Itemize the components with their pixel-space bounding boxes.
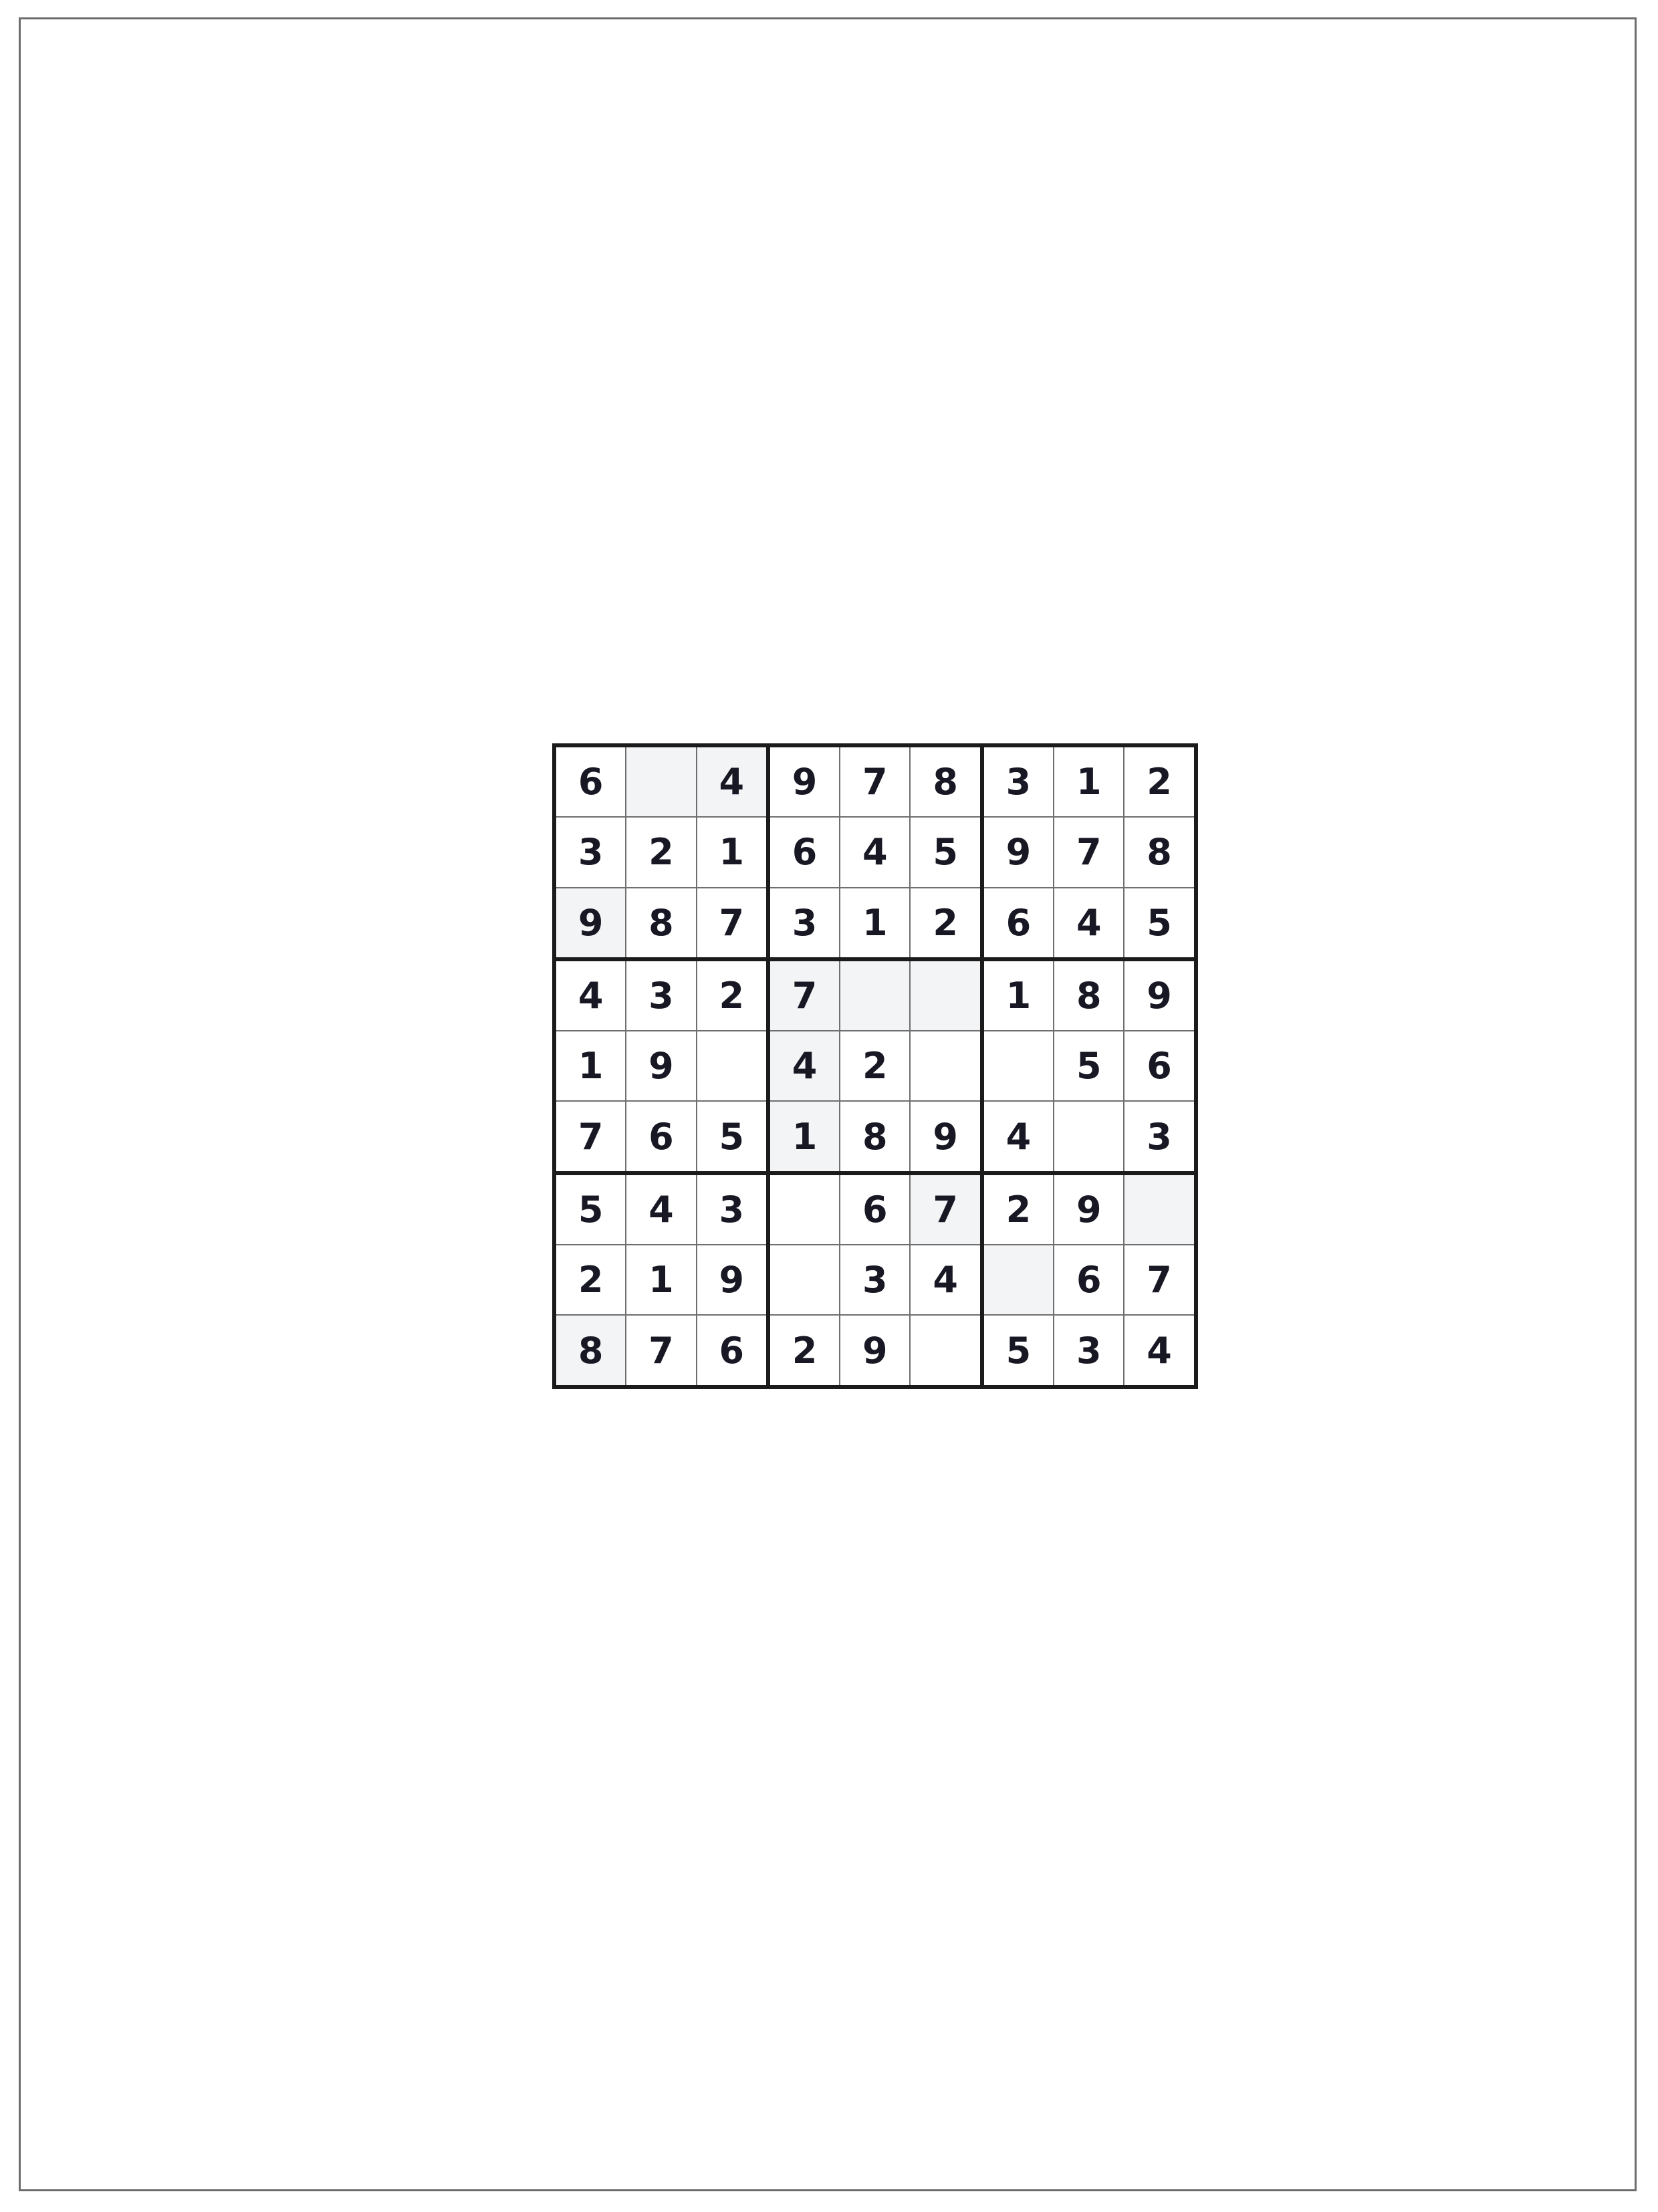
sudoku-cell-r7c2[interactable]: 9	[697, 1245, 768, 1315]
sudoku-cell-r5c0[interactable]: 7	[554, 1101, 626, 1173]
sudoku-cell-r5c7[interactable]	[1054, 1101, 1124, 1173]
sudoku-cell-r8c0[interactable]: 8	[554, 1315, 626, 1386]
sudoku-cell-r0c7[interactable]: 1	[1054, 745, 1124, 817]
sudoku-cell-r0c3[interactable]: 9	[768, 745, 840, 817]
sudoku-cell-r1c1[interactable]: 2	[626, 817, 696, 887]
sudoku-cell-r4c8[interactable]: 6	[1124, 1031, 1195, 1101]
sudoku-row	[554, 1245, 1196, 1315]
sudoku-cell-r8c2[interactable]: 6	[697, 1315, 768, 1386]
sudoku-cell-r5c6[interactable]: 4	[982, 1101, 1054, 1173]
sudoku-cell-r5c4[interactable]: 8	[840, 1101, 910, 1173]
sudoku-cell-r3c3[interactable]: 7	[768, 959, 840, 1031]
sudoku-cell-r0c6[interactable]: 3	[982, 745, 1054, 817]
sudoku-cell-r1c0[interactable]: 3	[554, 817, 626, 887]
sudoku-cell-r0c2[interactable]: 4	[697, 745, 768, 817]
sudoku-cell-r6c5[interactable]: 7	[910, 1173, 981, 1245]
sudoku-row	[554, 817, 1196, 887]
sudoku-cell-r4c0[interactable]: 1	[554, 1031, 626, 1101]
sudoku-cell-r1c8[interactable]: 8	[1124, 817, 1195, 887]
sudoku-cell-r8c1[interactable]: 7	[626, 1315, 696, 1386]
sudoku-cell-r7c7[interactable]: 6	[1054, 1245, 1124, 1315]
sudoku-cell-r5c5[interactable]: 9	[910, 1101, 981, 1173]
sudoku-row	[554, 1031, 1196, 1101]
sudoku-cell-r4c1[interactable]: 9	[626, 1031, 696, 1101]
sudoku-cell-r8c8[interactable]: 4	[1124, 1315, 1195, 1386]
sudoku-grid[interactable]	[552, 743, 1198, 1389]
sudoku-cell-r1c4[interactable]: 4	[840, 817, 910, 887]
sudoku-cell-r2c2[interactable]: 7	[697, 888, 768, 959]
sudoku-cell-r6c2[interactable]: 3	[697, 1173, 768, 1245]
sudoku-cell-r1c7[interactable]: 7	[1054, 817, 1124, 887]
sudoku-cell-r2c1[interactable]: 8	[626, 888, 696, 959]
sudoku-cell-r0c4[interactable]: 7	[840, 745, 910, 817]
sudoku-cell-r8c5[interactable]	[910, 1315, 981, 1386]
sudoku-row	[554, 888, 1196, 959]
sudoku-cell-r3c1[interactable]: 3	[626, 959, 696, 1031]
sudoku-cell-r1c2[interactable]: 1	[697, 817, 768, 887]
sudoku-cell-r4c7[interactable]: 5	[1054, 1031, 1124, 1101]
sudoku-cell-r6c8[interactable]	[1124, 1173, 1195, 1245]
sudoku-cell-r7c0[interactable]: 2	[554, 1245, 626, 1315]
sudoku-cell-r5c2[interactable]: 5	[697, 1101, 768, 1173]
sudoku-cell-r6c6[interactable]: 2	[982, 1173, 1054, 1245]
sudoku-cell-r3c0[interactable]: 4	[554, 959, 626, 1031]
sudoku-cell-r7c5[interactable]: 4	[910, 1245, 981, 1315]
sudoku-cell-r8c4[interactable]: 9	[840, 1315, 910, 1386]
sudoku-cell-r8c7[interactable]: 3	[1054, 1315, 1124, 1386]
sudoku-cell-r0c5[interactable]: 8	[910, 745, 981, 817]
sudoku-row	[554, 959, 1196, 1031]
sudoku-cell-r7c1[interactable]: 1	[626, 1245, 696, 1315]
sudoku-cell-r4c6[interactable]	[982, 1031, 1054, 1101]
sudoku-cell-r5c3[interactable]: 1	[768, 1101, 840, 1173]
sudoku-cell-r3c4[interactable]	[840, 959, 910, 1031]
sudoku-row	[554, 1173, 1196, 1245]
sudoku-cell-r2c6[interactable]: 6	[982, 888, 1054, 959]
sudoku-cell-r2c7[interactable]: 4	[1054, 888, 1124, 959]
sudoku-cell-r4c3[interactable]: 4	[768, 1031, 840, 1101]
sudoku-cell-r3c6[interactable]: 1	[982, 959, 1054, 1031]
page-border	[19, 17, 1637, 2191]
sudoku-cell-r1c6[interactable]: 9	[982, 817, 1054, 887]
sudoku-cell-r6c4[interactable]: 6	[840, 1173, 910, 1245]
sudoku-cell-r4c2[interactable]	[697, 1031, 768, 1101]
sudoku-cell-r1c3[interactable]: 6	[768, 817, 840, 887]
sudoku-cell-r1c5[interactable]: 5	[910, 817, 981, 887]
sudoku-cell-r3c2[interactable]: 2	[697, 959, 768, 1031]
sudoku-row	[554, 1315, 1196, 1386]
sudoku-cell-r6c3[interactable]	[768, 1173, 840, 1245]
sudoku-cell-r8c3[interactable]: 2	[768, 1315, 840, 1386]
sudoku-row	[554, 1101, 1196, 1173]
sudoku-cell-r3c7[interactable]: 8	[1054, 959, 1124, 1031]
sudoku-cell-r7c8[interactable]: 7	[1124, 1245, 1195, 1315]
sudoku-cell-r7c3[interactable]	[768, 1245, 840, 1315]
sudoku-cell-r6c0[interactable]: 5	[554, 1173, 626, 1245]
sudoku-cell-r0c1[interactable]	[626, 745, 696, 817]
sudoku-cell-r6c7[interactable]: 9	[1054, 1173, 1124, 1245]
sudoku-cell-r5c8[interactable]: 3	[1124, 1101, 1195, 1173]
sudoku-cell-r8c6[interactable]: 5	[982, 1315, 1054, 1386]
sudoku-cell-r2c0[interactable]: 9	[554, 888, 626, 959]
sudoku-cell-r2c4[interactable]: 1	[840, 888, 910, 959]
sudoku-cell-r2c8[interactable]: 5	[1124, 888, 1195, 959]
sudoku-cell-r7c4[interactable]: 3	[840, 1245, 910, 1315]
sudoku-puzzle	[552, 743, 1174, 1372]
sudoku-cell-r3c8[interactable]: 9	[1124, 959, 1195, 1031]
sudoku-cell-r0c0[interactable]: 6	[554, 745, 626, 817]
sudoku-cell-r2c5[interactable]: 2	[910, 888, 981, 959]
sudoku-cell-r4c4[interactable]: 2	[840, 1031, 910, 1101]
sudoku-row	[554, 745, 1196, 817]
sudoku-cell-r6c1[interactable]: 4	[626, 1173, 696, 1245]
sudoku-cell-r0c8[interactable]: 2	[1124, 745, 1195, 817]
sudoku-cell-r3c5[interactable]	[910, 959, 981, 1031]
sudoku-cell-r5c1[interactable]: 6	[626, 1101, 696, 1173]
sudoku-cell-r2c3[interactable]: 3	[768, 888, 840, 959]
sudoku-cell-r4c5[interactable]	[910, 1031, 981, 1101]
sudoku-cell-r7c6[interactable]	[982, 1245, 1054, 1315]
